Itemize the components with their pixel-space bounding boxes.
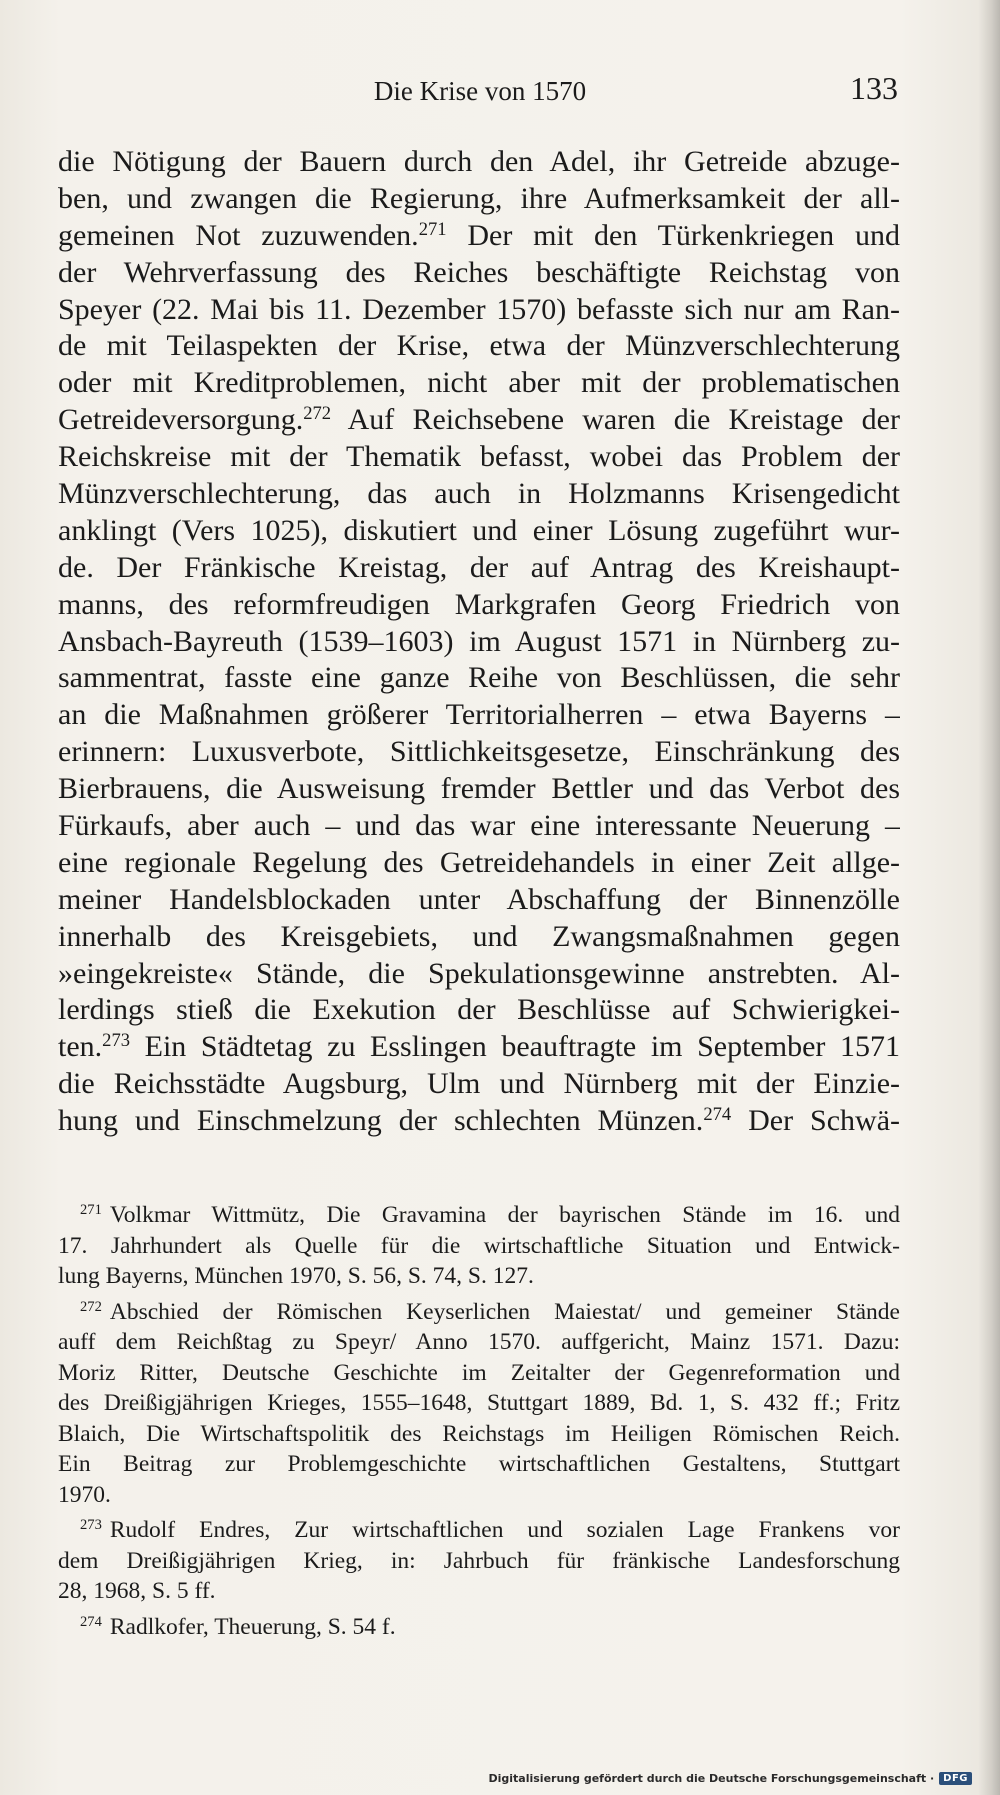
footnote-line (58, 1515, 900, 1546)
body-line (58, 292, 900, 329)
body-line-text: Speyer (22. Mai bis 11. Dezember 1570) befasste sich nur am Ran- (58, 292, 900, 326)
body-line (58, 476, 900, 513)
footnote-line (58, 1261, 900, 1292)
footnote-text: 28, 1968, S. 5 ff. (58, 1578, 216, 1604)
footnote-line (58, 1480, 900, 1511)
body-line (58, 1066, 900, 1103)
body-line-text: lerdings stieß die Exekution der Beschlüsse auf Schwierigkei- (58, 993, 900, 1027)
footnote-text: Rudolf Endres, Zur wirtschaftlichen und sozialen Lage Frankens vor (109, 1517, 900, 1543)
page-number: 133 (850, 70, 898, 106)
footnote-text: Ein Beitrag zur Problemgeschichte wirtschaftlichen Gestaltens, Stuttgart (58, 1451, 900, 1477)
body-line (58, 624, 900, 661)
body-line-text: Ansbach-Bayreuth (1539–1603) im August 1571 in Nürnberg zu- (58, 624, 900, 658)
body-line (58, 919, 900, 956)
body-line-text: anklingt (Vers 1025), diskutiert und einer Lösung zugeführt wur- (58, 513, 900, 547)
footnote-line (58, 1419, 900, 1450)
footnote-text: auff dem Reichßtag zu Speyr/ Anno 1570. auffgericht, Mainz 1571. Dazu: (58, 1329, 900, 1355)
body-line-text: eine regionale Regelung des Getreidehandels in einer Zeit allge- (58, 845, 900, 879)
footnote-number: 273 (80, 1517, 102, 1533)
footnotes (58, 1200, 900, 1647)
footnote-text: des Dreißigjährigen Krieges, 1555–1648, Stuttgart 1889, Bd. 1, S. 432 ff.; Fritz (58, 1390, 900, 1416)
body-line-text: erinnern: Luxusverbote, Sittlichkeitsgesetze, Einschränkung des (58, 735, 900, 769)
footnote (58, 1297, 900, 1511)
body-line-text: Bierbrauens, die Ausweisung fremder Bettler und das Verbot des (58, 772, 900, 806)
body-line-text: sammentrat, fasste eine ganze Reihe von Beschlüssen, die sehr (58, 661, 900, 695)
body-line (58, 845, 900, 882)
body-line (58, 255, 900, 292)
body-line-text: de. Der Fränkische Kreistag, der auf Antrag des Kreishaupt- (58, 550, 900, 584)
footnote-line (58, 1576, 900, 1607)
footnote-line (58, 1358, 900, 1389)
body-line (58, 992, 900, 1029)
body-line-text: Der mit den Türkenkriegen und (446, 218, 900, 252)
body-line-text: gemeinen Not zuzuwenden. (58, 218, 419, 252)
body-line (58, 328, 900, 365)
footnote (58, 1200, 900, 1292)
body-line (58, 1029, 900, 1066)
footnote (58, 1612, 900, 1643)
body-line (58, 513, 900, 550)
footnote-reference: 272 (303, 403, 332, 425)
body-line-text: die Reichsstädte Augsburg, Ulm und Nürnberg mit der Einzie- (58, 1067, 900, 1101)
dfg-logo: DFG (939, 1772, 972, 1785)
footnote-text: 1970. (58, 1481, 111, 1508)
footnote-reference: 274 (703, 1103, 732, 1125)
footnote-line (58, 1612, 900, 1643)
footnote-reference: 273 (102, 1030, 131, 1052)
body-line-text: de mit Teilaspekten der Krise, etwa der Münzverschlechterung (58, 329, 900, 363)
footnote-number: 274 (80, 1613, 102, 1630)
body-line (58, 402, 900, 439)
body-line (58, 550, 900, 587)
body-line (58, 956, 900, 993)
footnote-text: Moriz Ritter, Deutsche Geschichte im Zeitalter der Gegenreformation und (58, 1359, 900, 1386)
footnote-text: Volkmar Wittmütz, Die Gravamina der bayrischen Stände im 16. und (109, 1202, 900, 1228)
body-line-text: manns, des reformfreudigen Markgrafen Georg Friedrich von (58, 587, 900, 621)
body-line-text: innerhalb des Kreisgebiets, und Zwangsmaßnahmen gegen (58, 919, 900, 953)
body-line-text: »eingekreiste« Stände, die Spekulationsgewinne anstrebten. Al- (58, 956, 900, 990)
body-line-text: Ein Städtetag zu Esslingen beauftragte im September 1571 (130, 1030, 900, 1064)
footnote-line (58, 1200, 900, 1231)
body-line (58, 1103, 900, 1140)
body-line-text: der Wehrverfassung des Reiches beschäftigte Reichstag von (58, 255, 900, 289)
body-line-text: hung und Einschmelzung der schlechten Münzen. (58, 1104, 704, 1138)
body-line-text: Münzverschlechterung, das auch in Holzmanns Krisengedicht (58, 477, 900, 511)
footnote-text: dem Dreißigjährigen Krieg, in: Jahrbuch für fränkische Landesforschung (58, 1547, 900, 1574)
body-line (58, 882, 900, 919)
footnote-text: Radlkofer, Theuerung, S. 54 f. (109, 1613, 396, 1640)
footnote-line (58, 1546, 900, 1577)
footnote-line (58, 1231, 900, 1262)
footnote (58, 1515, 900, 1607)
body-line-text: Fürkaufs, aber auch – und das war eine interessante Neuerung – (58, 809, 900, 843)
footnote-number: 271 (80, 1202, 102, 1218)
footnote-number: 272 (80, 1298, 102, 1315)
body-line (58, 587, 900, 624)
body-line (58, 771, 900, 808)
footnote-line (58, 1449, 900, 1480)
funding-note-text: Digitalisierung gefördert durch die Deutsche Forschungsgemeinschaft · (488, 1772, 935, 1785)
body-line-text: die Nötigung der Bauern durch den Adel, ihr Getreide abzuge- (58, 145, 900, 178)
body-line (58, 218, 900, 255)
body-line (58, 144, 900, 181)
footnote-text: 17. Jahrhundert als Quelle für die wirtschaftliche Situation und Entwick- (58, 1232, 900, 1259)
body-line-text: ben, und zwangen die Regierung, ihre Aufmerksamkeit der all- (58, 181, 900, 215)
body-line-text: oder mit Kreditproblemen, nicht aber mit der problematischen (58, 366, 900, 400)
footnote-line (58, 1388, 900, 1419)
body-line (58, 660, 900, 697)
footnote-line (58, 1297, 900, 1328)
book-spine-shadow (978, 0, 1000, 1795)
body-line-text: an die Maßnahmen größerer Territorialherren – etwa Bayerns – (58, 698, 900, 732)
body-text (58, 144, 900, 1140)
footnote-text: Blaich, Die Wirtschaftspolitik des Reichstags im Heiligen Römischen Reich. (58, 1420, 900, 1447)
body-line-text: Der Schwä- (731, 1104, 900, 1138)
funding-note (488, 1772, 972, 1785)
body-line-text: ten. (58, 1030, 103, 1064)
body-line-text: Auf Reichsebene waren die Kreistage der (331, 403, 900, 437)
body-line (58, 808, 900, 845)
footnote-reference: 271 (418, 218, 447, 240)
footnote-text: Abschied der Römischen Keyserlichen Maiestat/ und gemeiner Stände (109, 1298, 900, 1325)
running-head (0, 68, 1000, 112)
footnote-text: lung Bayerns, München 1970, S. 56, S. 74, S. 127. (58, 1263, 534, 1289)
body-line-text: meiner Handelsblockaden unter Abschaffung der Binnenzölle (58, 882, 900, 916)
body-line (58, 697, 900, 734)
running-title: Die Krise von 1570 (373, 76, 587, 106)
body-line (58, 439, 900, 476)
body-line-text: Getreideversorgung. (58, 403, 304, 437)
body-line (58, 365, 900, 402)
body-line-text: Reichskreise mit der Thematik befasst, wobei das Problem der (58, 440, 900, 474)
footnote-line (58, 1327, 900, 1358)
body-line (58, 181, 900, 218)
body-line (58, 734, 900, 771)
